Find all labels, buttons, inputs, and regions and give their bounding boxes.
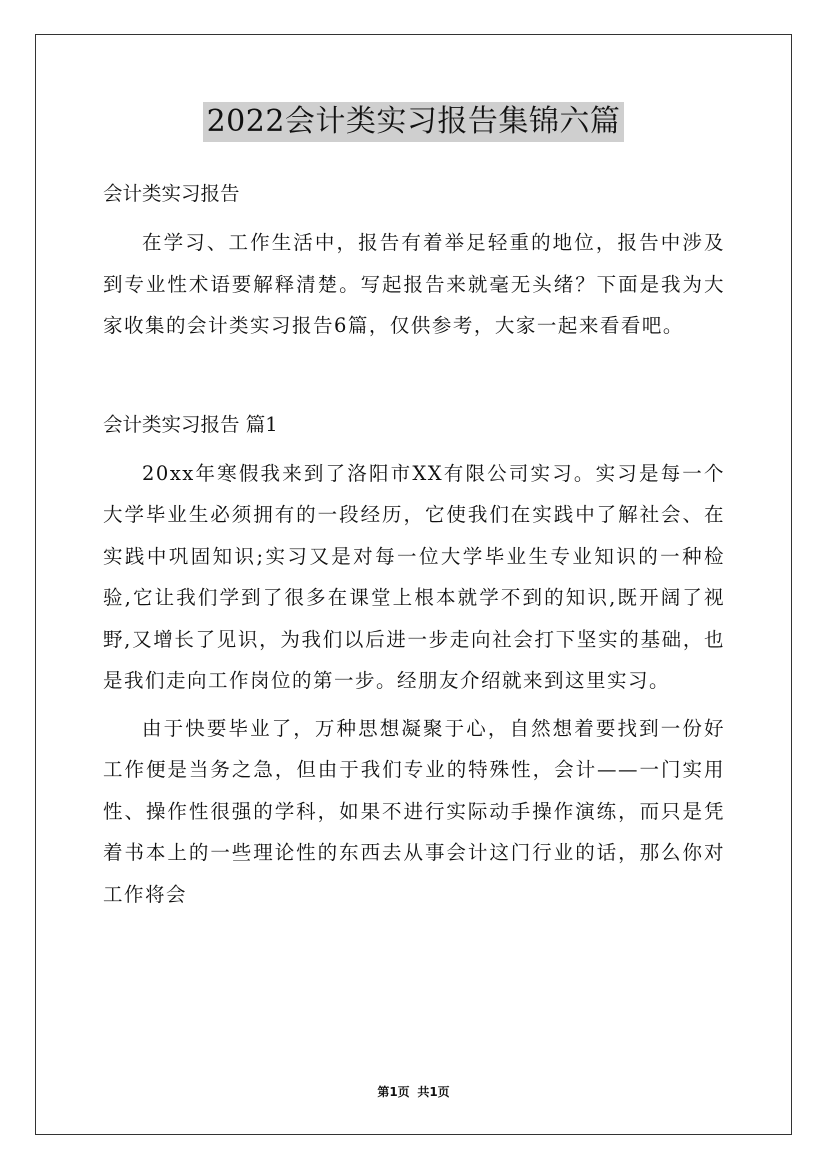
document-title: 2022会计类实习报告集锦六篇: [203, 102, 625, 142]
intro-paragraph: 在学习、工作生活中，报告有着举足轻重的地位，报告中涉及到专业性术语要解释清楚。写起报告来就毫无头绪？下面是我为大家收集的会计类实习报告6篇，仅供参考，大家一起来看看吧。: [103, 231, 725, 337]
title-wrap: [0, 102, 827, 142]
section1-heading: 会计类实习报告 篇1: [103, 412, 278, 436]
page-footer: [0, 1084, 827, 1100]
section1-paragraph-2: 由于快要毕业了，万种思想凝聚于心，自然想着要找到一份好工作便是当务之急，但由于我们专业的特殊性，会计——一门实用性、操作性很强的学科，如果不进行实际动手操作演练，而只是凭着书本上的一些理论性的东西去从事会计这门行业的话，那么你对工作将会: [103, 716, 725, 906]
section1-paragraph-1: 20xx年寒假我来到了洛阳市XX有限公司实习。实习是每一个大学毕业生必须拥有的一段经历，它使我们在实践中了解社会、在实践中巩固知识;实习又是对每一位大学毕业生专业知识的一种检验,它让我们学到了很多在课堂上根本就学不到的知识,既开阔了视野,又增长了见识，为我们以后进一步走向社会打下坚实的基础，也是我们走向工作岗位的第一步。经朋友介绍就来到这里实习。: [103, 461, 725, 692]
spacer: [103, 347, 725, 404]
page-number: 第1页: [377, 1085, 410, 1099]
intro-heading: 会计类实习报告: [103, 182, 240, 205]
document-body: [103, 173, 725, 915]
page-total: 共1页: [417, 1085, 450, 1099]
spacer: [103, 445, 725, 453]
spacer: [103, 214, 725, 222]
